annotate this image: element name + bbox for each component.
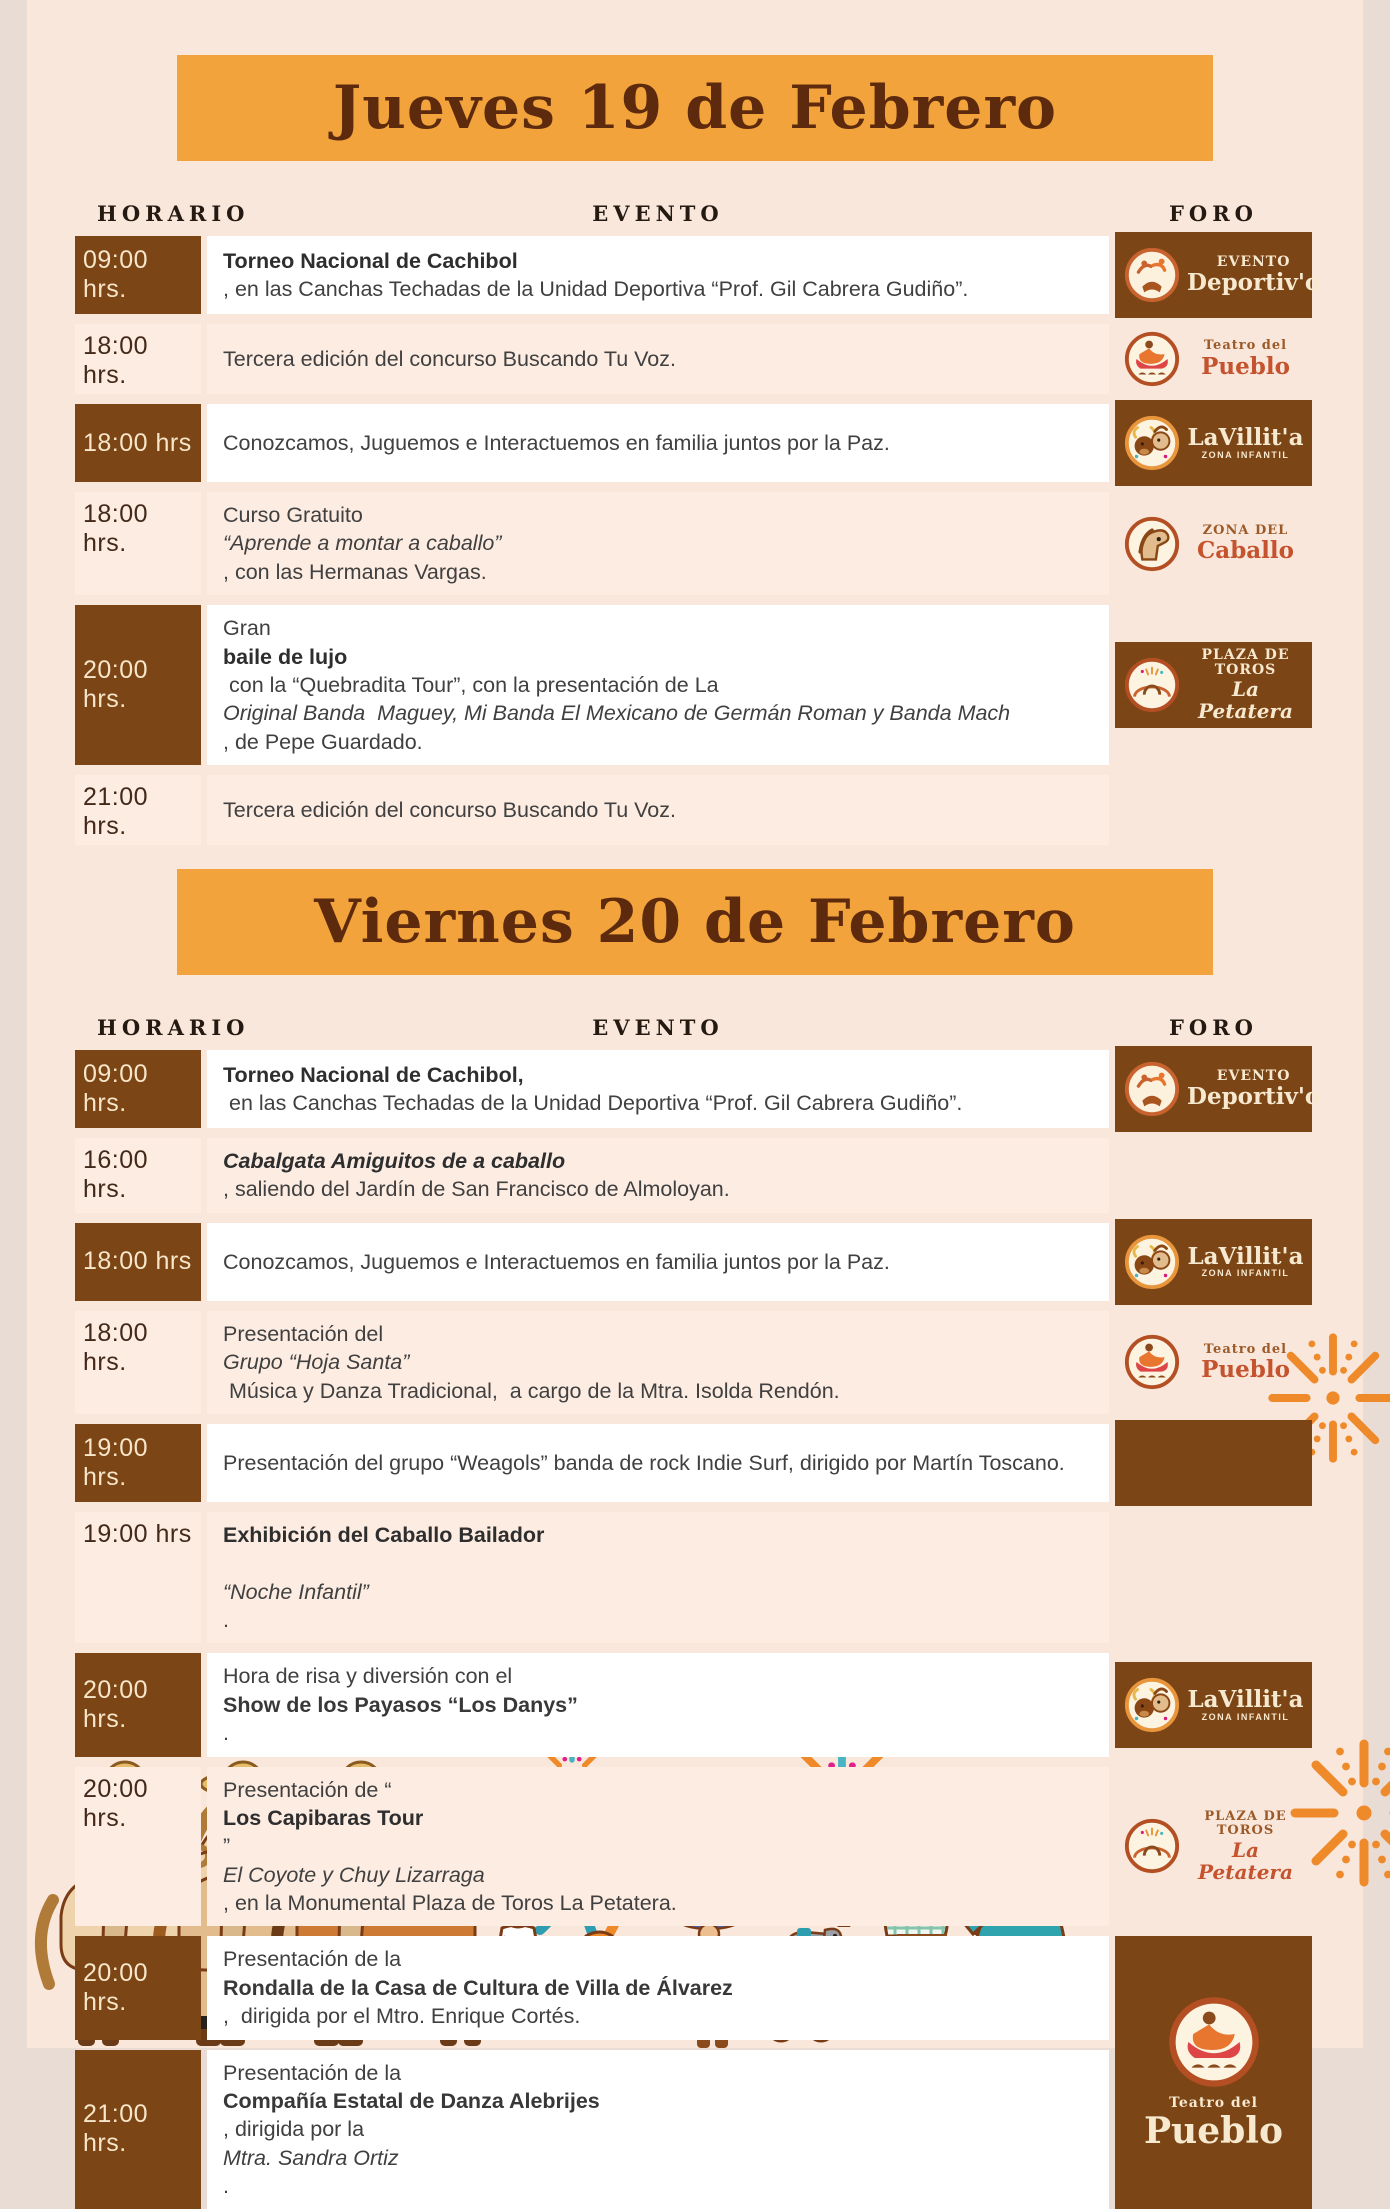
event-text-segment: Exhibición del Caballo Bailador <box>223 1521 1093 1549</box>
venue-badge-line: Deportiv'o <box>1187 270 1320 295</box>
event-text-segment: baile de lujo <box>223 643 1093 671</box>
venue-badge-line: LaVillit'a <box>1187 425 1304 450</box>
event-text-segment: Presentación del grupo “Weagols” banda de rock Indie Surf, dirigido por Martín Toscano. <box>223 1449 1093 1477</box>
column-header-horario: HORARIO <box>75 201 201 226</box>
event-text <box>207 1311 1109 1414</box>
time-cell: 21:00 hrs. <box>75 775 201 845</box>
event-text <box>207 2050 1109 2209</box>
la-petatera-logo <box>1123 1817 1181 1875</box>
events-table <box>75 236 1312 845</box>
venue-badge-line: EVENTO <box>1187 1069 1320 1084</box>
event-text-segment: Gran <box>223 614 1093 642</box>
venue-badge-la-villita <box>1115 1662 1312 1748</box>
venue-badge-evento-deportivo <box>1115 232 1312 318</box>
venue-badge-line: ZONA INFANTIL <box>1187 1713 1304 1723</box>
event-text-segment: Torneo Nacional de Cachibol <box>223 247 1093 275</box>
venue-badge-line: Pueblo <box>1187 354 1304 379</box>
venue-badge-text <box>1187 255 1320 296</box>
venue-badge-line: EVENTO <box>1187 255 1320 270</box>
event-text-segment: . <box>223 1606 1093 1634</box>
la-villita-logo <box>1123 1233 1181 1291</box>
zona-del-caballo-logo <box>1123 515 1181 573</box>
day-banner: Viernes 20 de Febrero <box>177 869 1213 975</box>
event-text-segment: , de Pepe Guardado. <box>223 728 1093 756</box>
event-text-segment: Presentación de la <box>223 1945 1093 1973</box>
event-text-segment <box>223 1549 1093 1577</box>
event-text-segment: “Noche Infantil” <box>223 1578 1093 1606</box>
time-cell: 20:00 hrs. <box>75 1653 201 1756</box>
column-header-evento: EVENTO <box>207 1015 1109 1040</box>
time-cell: 21:00 hrs. <box>75 2050 201 2209</box>
venue-badge-line: PLAZA DE TOROS <box>1187 1810 1304 1839</box>
la-petatera-logo <box>1123 656 1181 714</box>
event-text-segment: Presentación de la <box>223 2059 1093 2087</box>
event-text-segment: , saliendo del Jardín de San Francisco de Almoloyan. <box>223 1175 1093 1203</box>
event-text-segment: , dirigida por la <box>223 2115 1093 2143</box>
venue-badge-text <box>1187 1069 1320 1110</box>
venue-badge-teatro-del-pueblo <box>1115 1322 1312 1402</box>
teatro-del-pueblo-logo <box>1123 1333 1181 1391</box>
evento-deportivo-logo <box>1123 1060 1181 1118</box>
event-text-segment: Hora de risa y diversión con el <box>223 1662 1093 1690</box>
event-text-segment: Presentación de “ <box>223 1776 1093 1804</box>
venue-badge-line: Deportiv'o <box>1187 1084 1320 1109</box>
column-headers <box>75 201 1312 226</box>
time-cell: 20:00 hrs. <box>75 1767 201 1927</box>
venue-badge-text <box>1187 1343 1304 1383</box>
event-text-segment: El Coyote y Chuy Lizarraga <box>223 1861 1093 1889</box>
event-text-segment: ” <box>223 1832 1093 1860</box>
venue-badge-la-villita <box>1115 400 1312 486</box>
venue-badge-teatro-del-pueblo <box>1115 319 1312 399</box>
event-text-segment: Música y Danza Tradicional, a cargo de la Mtra. Isolda Rendón. <box>223 1377 1093 1405</box>
venue-badge-text <box>1187 1687 1304 1722</box>
venue-badge-line: LaVillit'a <box>1187 1244 1304 1269</box>
venue-badge-text <box>1187 1244 1304 1279</box>
event-text-segment: , dirigida por el Mtro. Enrique Cortés. <box>223 2002 1093 2030</box>
teatro-del-pueblo-logo <box>1166 1994 1262 2090</box>
event-text-segment: Conozcamos, Juguemos e Interactuemos en familia juntos por la Paz. <box>223 429 1093 457</box>
venue-badge-line: Pueblo <box>1187 1357 1304 1382</box>
event-text <box>207 775 1109 845</box>
venue-badge-la-villita <box>1115 1219 1312 1305</box>
venue-badge-line: La Petatera <box>1187 678 1304 722</box>
event-text-segment: Tercera edición del concurso Buscando Tu Voz. <box>223 796 1093 824</box>
venue-badge-line: La Petatera <box>1187 1839 1304 1883</box>
venue-badge-text <box>1187 524 1304 564</box>
time-cell: 20:00 hrs. <box>75 605 201 765</box>
venue-badge-line: Teatro del <box>1187 339 1304 353</box>
venue-badge-evento-deportivo <box>1115 1046 1312 1132</box>
venue-badge-line: ZONA INFANTIL <box>1187 451 1304 461</box>
time-cell: 16:00 hrs. <box>75 1138 201 1213</box>
time-cell: 18:00 hrs. <box>75 324 201 394</box>
venue-badge-line: Teatro del <box>1187 1343 1304 1357</box>
time-cell: 18:00 hrs. <box>75 492 201 595</box>
venue-badge-la-petatera <box>1115 642 1312 728</box>
evento-deportivo-logo <box>1123 246 1181 304</box>
venue-badge-line: ZONA INFANTIL <box>1187 1269 1304 1279</box>
event-text <box>207 1512 1109 1644</box>
events-table <box>75 1050 1312 2209</box>
event-text-segment: Curso Gratuito <box>223 501 1093 529</box>
time-cell: 09:00 hrs. <box>75 236 201 314</box>
event-text-segment: . <box>223 1719 1093 1747</box>
event-text-segment: Los Capibaras Tour <box>223 1804 1093 1832</box>
venue-badge-text <box>1187 339 1304 379</box>
venue-badge-line: Pueblo <box>1144 2112 1283 2152</box>
time-cell: 20:00 hrs. <box>75 1936 201 2039</box>
event-text-segment: Original Banda Maguey, Mi Banda El Mexicano de Germán Roman y Banda Mach <box>223 699 1093 727</box>
event-text-segment: . <box>223 2172 1093 2200</box>
poster-content <box>27 0 1363 2209</box>
event-text-segment: en las Canchas Techadas de la Unidad Deportiva “Prof. Gil Cabrera Gudiño”. <box>223 1089 1093 1117</box>
venue-badge-la-petatera-light <box>1115 1806 1312 1886</box>
event-text-segment: Mtra. Sandra Ortiz <box>223 2144 1093 2172</box>
venue-badge-line: ZONA DEL <box>1187 524 1304 538</box>
event-text <box>207 404 1109 482</box>
event-text-segment: Rondalla de la Casa de Cultura de Villa de Álvarez <box>223 1974 1093 2002</box>
venue-badge-line: Caballo <box>1187 538 1304 563</box>
event-text-segment: Grupo “Hoja Santa” <box>223 1348 1093 1376</box>
time-cell: 18:00 hrs <box>75 1223 201 1301</box>
time-cell: 09:00 hrs. <box>75 1050 201 1128</box>
event-text-segment: Tercera edición del concurso Buscando Tu Voz. <box>223 345 1093 373</box>
venue-badge-text <box>1187 425 1304 460</box>
event-text <box>207 605 1109 765</box>
event-text-segment: Cabalgata Amiguitos de a caballo <box>223 1147 1093 1175</box>
column-header-horario: HORARIO <box>75 1015 201 1040</box>
column-header-evento: EVENTO <box>207 201 1109 226</box>
teatro-del-pueblo-logo <box>1123 330 1181 388</box>
column-header-foro: FORO <box>1115 201 1312 226</box>
event-text-segment: , con las Hermanas Vargas. <box>223 558 1093 586</box>
time-cell: 18:00 hrs. <box>75 1311 201 1414</box>
la-villita-logo <box>1123 1676 1181 1734</box>
event-text-segment: Torneo Nacional de Cachibol, <box>223 1061 1093 1089</box>
venue-badge-text <box>1187 1810 1304 1883</box>
festival-program-poster <box>27 0 1363 2048</box>
event-text <box>207 1653 1109 1756</box>
event-text <box>207 1424 1109 1502</box>
day-banner: Jueves 19 de Febrero <box>177 55 1213 161</box>
event-text <box>207 324 1109 394</box>
event-text-segment: , en las Canchas Techadas de la Unidad Deportiva “Prof. Gil Cabrera Gudiño”. <box>223 275 1093 303</box>
event-text <box>207 1050 1109 1128</box>
event-text-segment: , en la Monumental Plaza de Toros La Petatera. <box>223 1889 1093 1917</box>
event-text-segment: con la “Quebradita Tour”, con la presentación de La <box>223 671 1093 699</box>
event-text <box>207 1223 1109 1301</box>
event-text <box>207 1936 1109 2039</box>
event-text-segment: Show de los Payasos “Los Danys” <box>223 1691 1093 1719</box>
time-cell: 19:00 hrs <box>75 1512 201 1644</box>
event-text <box>207 492 1109 595</box>
venue-badge-text <box>1187 648 1304 723</box>
event-text <box>207 1138 1109 1213</box>
column-header-foro: FORO <box>1115 1015 1312 1040</box>
venue-badge-teatro-del-pueblo-tall <box>1115 1936 1312 2209</box>
event-text <box>207 236 1109 314</box>
venue-badge-line: LaVillit'a <box>1187 1687 1304 1712</box>
event-text-segment: Conozcamos, Juguemos e Interactuemos en familia juntos por la Paz. <box>223 1248 1093 1276</box>
venue-badge-zona-del-caballo <box>1115 504 1312 584</box>
time-cell: 19:00 hrs. <box>75 1424 201 1502</box>
event-text-segment: “Aprende a montar a caballo” <box>223 529 1093 557</box>
venue-badge-line: PLAZA DE TOROS <box>1187 648 1304 679</box>
time-cell: 18:00 hrs <box>75 404 201 482</box>
venue-badge-text <box>1144 2096 1283 2151</box>
day-section-viernes <box>27 869 1363 2209</box>
venue-badge-line: Teatro del <box>1144 2096 1283 2111</box>
venue-badge-blank-brown <box>1115 1420 1312 1506</box>
event-text-segment: Compañía Estatal de Danza Alebrijes <box>223 2087 1093 2115</box>
day-section-jueves <box>27 55 1363 845</box>
event-text <box>207 1767 1109 1927</box>
event-text-segment: Presentación del <box>223 1320 1093 1348</box>
column-headers <box>75 1015 1312 1040</box>
la-villita-logo <box>1123 414 1181 472</box>
